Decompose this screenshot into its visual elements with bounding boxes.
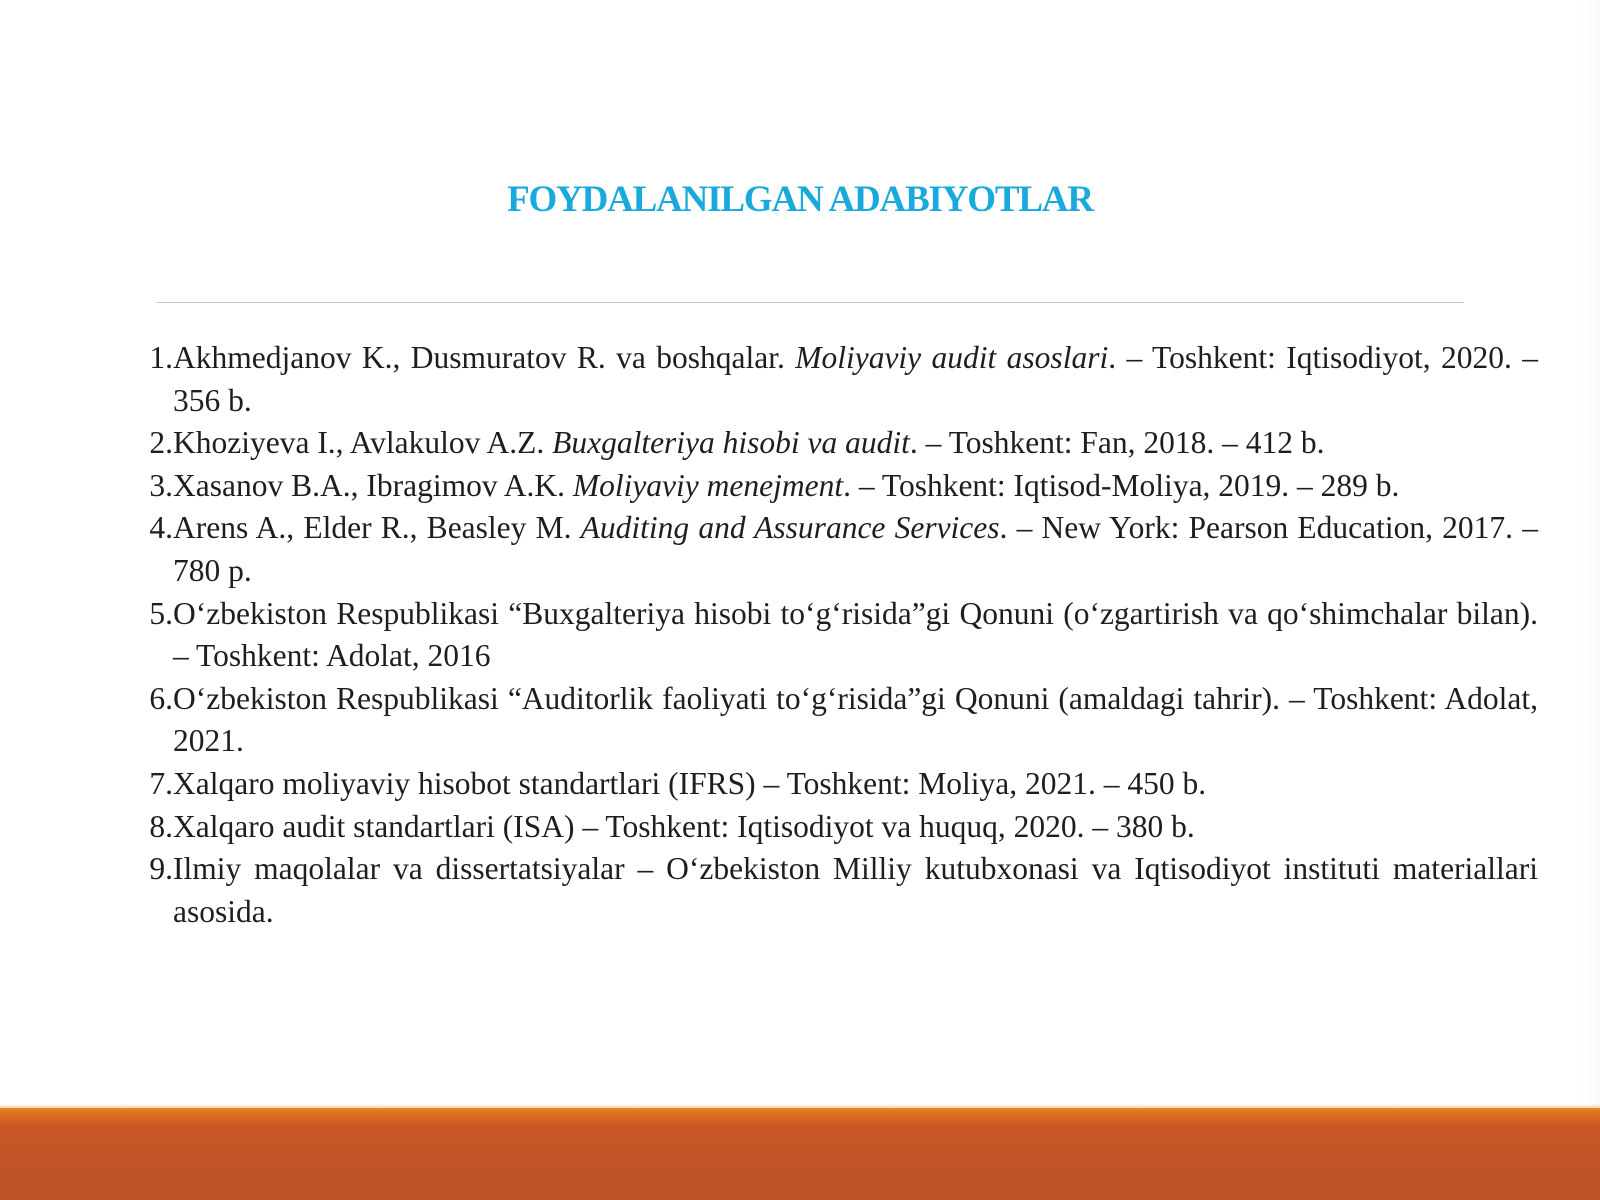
reference-publisher: . – Toshkent: Iqtisod-Moliya, 2019. – 289 b. xyxy=(843,467,1400,503)
reference-publisher: . – Toshkent: Iqtisodiyot, 2020. – 356 b. xyxy=(173,340,1538,418)
reference-item xyxy=(130,763,1538,806)
reference-item xyxy=(130,806,1538,849)
reference-item xyxy=(130,422,1538,465)
reference-item xyxy=(130,678,1538,763)
reference-title: Buxgalteriya hisobi va audit xyxy=(552,425,910,461)
reference-text xyxy=(173,848,1538,933)
reference-item xyxy=(130,848,1538,933)
reference-number: 2. xyxy=(149,425,173,461)
reference-authors: Akhmedjanov K., Dusmuratov R. va boshqalar. xyxy=(173,340,796,375)
reference-publisher: . – New York: Pearson Education, 2017. – 780 p. xyxy=(173,510,1538,588)
reference-citation: Xalqaro moliyaviy hisobot standartlari (IFRS) – Toshkent: Moliya, 2021. – 450 b. xyxy=(173,765,1207,801)
reference-authors: Xasanov B.A., Ibragimov A.K. xyxy=(173,467,573,503)
reference-authors: Khoziyeva I., Avlakulov A.Z. xyxy=(173,425,553,461)
reference-text xyxy=(173,806,1538,849)
slide-edge-shadow xyxy=(1580,0,1600,1108)
reference-citation: Xalqaro audit standartlari (ISA) – Toshkent: Iqtisodiyot va huquq, 2020. – 380 b. xyxy=(173,808,1195,844)
reference-number: 9. xyxy=(149,851,173,887)
reference-text xyxy=(173,422,1538,465)
reference-item xyxy=(130,465,1538,508)
reference-number: 1. xyxy=(149,340,173,375)
reference-title: Moliyaviy menejment xyxy=(572,467,844,503)
reference-number: 3. xyxy=(149,467,173,503)
reference-list xyxy=(130,337,1538,933)
title-divider xyxy=(156,302,1464,303)
reference-number: 4. xyxy=(149,510,173,546)
reference-number: 8. xyxy=(149,808,173,844)
reference-citation: Ilmiy maqolalar va dissertatsiyalar – O‘zbekiston Milliy kutubxonasi va Iqtisodiyot instituti materiallari asosida. xyxy=(173,851,1538,929)
footer-bar xyxy=(0,1108,1600,1200)
reference-item xyxy=(130,593,1538,678)
reference-text xyxy=(173,678,1538,763)
reference-number: 7. xyxy=(149,765,173,801)
reference-text xyxy=(173,593,1538,678)
reference-citation: O‘zbekiston Respublikasi “Auditorlik faoliyati to‘g‘risida”gi Qonuni (amaldagi tahrir). – Toshkent: Adolat, 2021. xyxy=(173,680,1538,759)
reference-text xyxy=(173,465,1538,508)
reference-text xyxy=(173,763,1538,806)
reference-number: 5. xyxy=(149,595,173,631)
reference-text xyxy=(173,507,1538,592)
reference-text xyxy=(173,337,1538,422)
reference-item xyxy=(130,337,1538,422)
reference-title: Moliyaviy audit asoslari xyxy=(795,340,1109,375)
reference-item xyxy=(130,507,1538,592)
slide-title: FOYDALANILGAN ADABIYOTLAR xyxy=(507,179,1093,220)
reference-citation: O‘zbekiston Respublikasi “Buxgalteriya hisobi to‘g‘risida”gi Qonuni (o‘zgartirish va qo‘shimchalar bilan). – Toshkent: Adolat, 2016 xyxy=(173,595,1538,674)
reference-number: 6. xyxy=(149,680,173,716)
reference-authors: Arens A., Elder R., Beasley M. xyxy=(173,510,581,546)
reference-title: Auditing and Assurance Services xyxy=(580,510,1000,546)
reference-publisher: . – Toshkent: Fan, 2018. – 412 b. xyxy=(909,425,1325,461)
